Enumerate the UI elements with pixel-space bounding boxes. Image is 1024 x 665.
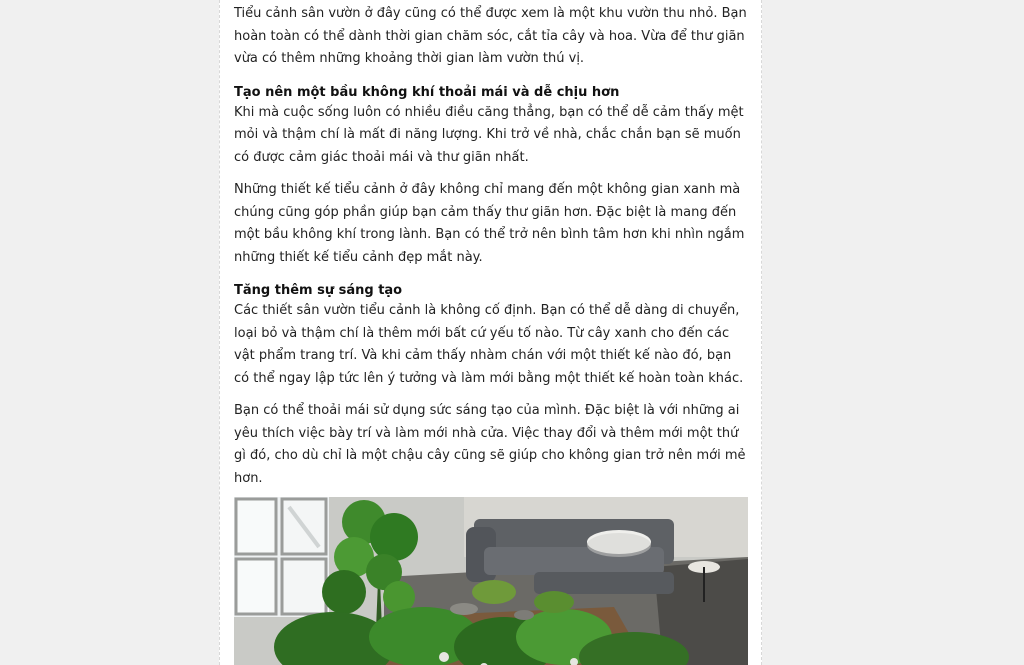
paragraph-use-creativity: Bạn có thể thoải mái sử dụng sức sáng tạo của mình. Đặc biệt là với những ai yêu thích việc bày trí và làm mới nhà cửa. Việc thay đổi và thêm mới một thứ gì đó, cho dù chỉ là một chậu cây cũng sẽ giúp cho không gian trở nên mới mẻ hơn. [234,403,746,486]
paragraph-mini-garden: Tiểu cảnh sân vườn ở đây cũng có thể được xem là một khu vườn thu nhỏ. Bạn hoàn toàn có thể dành thời gian chăm sóc, cắt tỉa cây và hoa. Vừa để thư giãn vừa có thêm những khoảng thời gian làm vườn thú vị. [234,6,747,66]
heading-comfortable-atmosphere: Tạo nên một bầu không khí thoải mái và dễ chịu hơn [234,84,620,100]
paragraph-stress-relief: Khi mà cuộc sống luôn có nhiều điều căng thẳng, bạn có thể dễ cảm thấy mệt mỏi và thậm chí là mất đi năng lượng. Khi trở về nhà, chắc chắn bạn sẽ muốn có được cảm giác thoải mái và thư giãn nhất. [234,104,744,165]
indoor-garden-photo [234,497,748,665]
indoor-garden-illustration [234,497,748,665]
article-content [234,3,747,490]
paragraph-green-space: Những thiết kế tiểu cảnh ở đây không chỉ mang đến một không gian xanh mà chúng cũng góp phần giúp bạn cảm thấy thư giãn hơn. Đặc biệt là mang đến một bầu không khí trong lành. Bạn có thể trở nên bình tâm hơn khi nhìn ngắm những thiết kế tiểu cảnh đẹp mắt này. [234,182,745,265]
article-column [219,0,762,665]
paragraph-flexible-design: Các thiết sân vườn tiểu cảnh là không cố định. Bạn có thể dễ dàng di chuyển, loại bỏ và thậm chí là thêm mới bất cứ yếu tố nào. Từ cây xanh cho đến các vật phẩm trang trí. Và khi cảm thấy nhàm chán với một thiết kế nào đó, bạn có thể ngay lập tức lên ý tưởng và làm mới bằng một thiết kế hoàn toàn khác. [234,303,744,386]
heading-creativity: Tăng thêm sự sáng tạo [234,283,403,298]
